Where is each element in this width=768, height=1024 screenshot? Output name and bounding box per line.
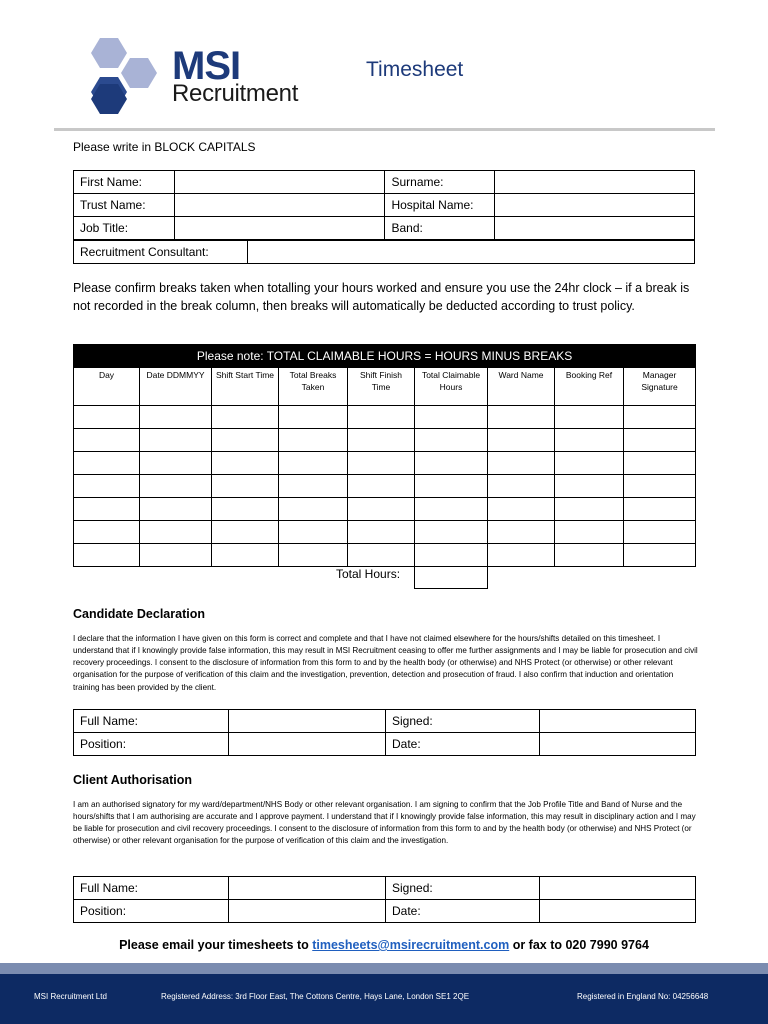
cell[interactable] <box>140 521 212 544</box>
logo-subbrand: Recruitment <box>172 80 299 107</box>
col-day: Day <box>74 368 140 406</box>
band-field[interactable] <box>495 217 695 240</box>
cell[interactable] <box>348 544 415 567</box>
candidate-full-name-field[interactable] <box>229 710 386 733</box>
candidate-signature-table <box>73 709 696 756</box>
client-authorisation-text: I am an authorised signatory for my ward/department/NHS Body or other relevant organisation. I am signing to confirm that the Job Profile Title and Band of Nurse and the hours/shifts that I am authorising are accurate and I approve payment. I understand that if I knowingly provide false information, this may result in disciplinary action and I may be liable for prosecution and civil recovery proceedings. I consent to the disclosure of information from this form to and by the health body (or otherwise) and NHS Protect (or otherwise) or other relevant organisation for the purpose of verification of this claim and the investigation. <box>73 800 696 846</box>
cell[interactable] <box>74 521 140 544</box>
footer-registration: Registered in England No: 04256648 <box>577 992 709 1001</box>
cell[interactable] <box>488 498 555 521</box>
client-position-field[interactable] <box>229 900 386 923</box>
cell[interactable] <box>348 452 415 475</box>
cell[interactable] <box>74 452 140 475</box>
client-signature-table <box>73 876 696 923</box>
table-row <box>74 733 696 756</box>
cell[interactable] <box>488 521 555 544</box>
surname-label: Surname: <box>385 171 495 194</box>
candidate-declaration-heading: Candidate Declaration <box>73 607 205 621</box>
cell[interactable] <box>212 429 279 452</box>
footer-company: MSI Recruitment Ltd <box>34 992 107 1001</box>
trust-name-field[interactable] <box>174 194 385 217</box>
client-signed-field[interactable] <box>540 877 696 900</box>
cell[interactable] <box>488 452 555 475</box>
logo-brand: MSI <box>172 44 241 88</box>
cell[interactable] <box>415 429 488 452</box>
col-booking-ref: Booking Ref <box>555 368 624 406</box>
client-date-label: Date: <box>386 900 540 923</box>
email-link[interactable]: timesheets@msirecruitment.com <box>312 938 510 952</box>
cell[interactable] <box>212 498 279 521</box>
cell[interactable] <box>140 498 212 521</box>
cell[interactable] <box>555 544 624 567</box>
cell[interactable] <box>212 521 279 544</box>
client-full-name-label: Full Name: <box>74 877 229 900</box>
col-total-claimable: Total Claimable Hours <box>415 368 488 406</box>
client-signed-label: Signed: <box>386 877 540 900</box>
timesheet-banner: Please note: TOTAL CLAIMABLE HOURS = HOURS MINUS BREAKS <box>74 345 696 368</box>
table-row <box>74 900 696 923</box>
cell[interactable] <box>555 475 624 498</box>
cell[interactable] <box>348 498 415 521</box>
header-divider <box>54 128 715 131</box>
client-full-name-field[interactable] <box>229 877 386 900</box>
col-ward-name: Ward Name <box>488 368 555 406</box>
cell[interactable] <box>74 544 140 567</box>
total-hours-label: Total Hours: <box>336 567 401 581</box>
cell[interactable] <box>140 429 212 452</box>
job-title-label: Job Title: <box>74 217 175 240</box>
col-total-breaks: Total Breaks Taken <box>279 368 348 406</box>
cell[interactable] <box>212 475 279 498</box>
cell[interactable] <box>140 544 212 567</box>
cell[interactable] <box>488 475 555 498</box>
cell[interactable] <box>348 406 415 429</box>
cell[interactable] <box>624 452 696 475</box>
table-row <box>74 475 696 498</box>
cell[interactable] <box>74 498 140 521</box>
logo-hexagon-right <box>121 58 157 88</box>
cell[interactable] <box>488 406 555 429</box>
table-row <box>74 498 696 521</box>
cell[interactable] <box>74 406 140 429</box>
cell[interactable] <box>415 406 488 429</box>
trust-name-label: Trust Name: <box>74 194 175 217</box>
cell[interactable] <box>624 475 696 498</box>
consultant-field[interactable] <box>247 241 694 264</box>
break-instructions: Please confirm breaks taken when totalling your hours worked and ensure you use the 24hr clock – if a break is not recorded in the break column, then breaks will automatically be deducted according to trust policy. <box>73 281 690 313</box>
cell[interactable] <box>415 475 488 498</box>
consultant-table <box>73 240 695 264</box>
timesheet-table <box>73 344 696 567</box>
table-row <box>74 241 695 264</box>
cell[interactable] <box>488 429 555 452</box>
surname-field[interactable] <box>495 171 695 194</box>
client-position-label: Position: <box>74 900 229 923</box>
cell[interactable] <box>212 452 279 475</box>
cell[interactable] <box>555 498 624 521</box>
cell[interactable] <box>140 452 212 475</box>
first-name-field[interactable] <box>174 171 385 194</box>
cell[interactable] <box>212 406 279 429</box>
table-row <box>74 194 695 217</box>
cell[interactable] <box>140 406 212 429</box>
cell[interactable] <box>279 521 348 544</box>
cell[interactable] <box>624 498 696 521</box>
personal-details-table <box>73 170 695 240</box>
cell[interactable] <box>279 498 348 521</box>
table-row <box>74 429 696 452</box>
cell[interactable] <box>212 544 279 567</box>
client-authorisation-heading: Client Authorisation <box>73 773 192 787</box>
cell[interactable] <box>624 429 696 452</box>
col-shift-finish: Shift Finish Time <box>348 368 415 406</box>
email-prefix: Please email your timesheets to <box>119 938 313 952</box>
col-manager-signature: Manager Signature <box>624 368 696 406</box>
cell[interactable] <box>555 429 624 452</box>
cell[interactable] <box>555 452 624 475</box>
col-shift-start: Shift Start Time <box>212 368 279 406</box>
candidate-date-label: Date: <box>386 733 540 756</box>
timesheet-header-row <box>74 368 696 406</box>
candidate-full-name-label: Full Name: <box>74 710 229 733</box>
cell[interactable] <box>74 475 140 498</box>
candidate-signed-label: Signed: <box>386 710 540 733</box>
cell[interactable] <box>415 544 488 567</box>
cell[interactable] <box>555 521 624 544</box>
email-instruction <box>0 937 768 954</box>
cell[interactable] <box>488 544 555 567</box>
footer-address: Registered Address: 3rd Floor East, The Cottons Centre, Hays Lane, London SE1 2QE <box>161 992 470 1001</box>
hospital-name-field[interactable] <box>495 194 695 217</box>
table-row <box>74 544 696 567</box>
job-title-field[interactable] <box>174 217 385 240</box>
block-capitals-note: Please write in BLOCK CAPITALS <box>73 140 256 154</box>
cell[interactable] <box>555 406 624 429</box>
table-row <box>74 452 696 475</box>
total-hours-field[interactable] <box>414 565 488 589</box>
table-row <box>74 521 696 544</box>
candidate-declaration-text: I declare that the information I have given on this form is correct and complete and that I have not claimed elsewhere for the hours/shifts detailed on this timesheet. I understand that if I knowingly provide false information, this may result in MSI Recruitment ceasing to offer me further assignments and I may be liable for prosecution and civil recovery proceedings. I consent to the disclosure of information from this form to and by the health body (or otherwise) and NHS Protect (or otherwise) or other relevant organisation for the purpose of verification of this claim and the investigation, prevention, detection and prosecution of fraud. I also confirm that induction and orientation training has been provided by the client. <box>73 634 698 692</box>
cell[interactable] <box>348 429 415 452</box>
hospital-name-label: Hospital Name: <box>385 194 495 217</box>
table-row <box>74 217 695 240</box>
first-name-label: First Name: <box>74 171 175 194</box>
cell[interactable] <box>348 475 415 498</box>
cell[interactable] <box>624 544 696 567</box>
cell[interactable] <box>624 406 696 429</box>
candidate-date-field[interactable] <box>540 733 696 756</box>
cell[interactable] <box>279 429 348 452</box>
cell[interactable] <box>415 452 488 475</box>
client-date-field[interactable] <box>540 900 696 923</box>
cell[interactable] <box>74 429 140 452</box>
col-date: Date DDMMYY <box>140 368 212 406</box>
footer-accent-strip <box>0 963 768 974</box>
document-title: Timesheet <box>366 58 464 81</box>
band-label: Band: <box>385 217 495 240</box>
table-row <box>74 171 695 194</box>
cell[interactable] <box>415 498 488 521</box>
logo-hexagon-top <box>91 38 127 68</box>
table-row <box>74 877 696 900</box>
candidate-position-label: Position: <box>74 733 229 756</box>
cell[interactable] <box>279 406 348 429</box>
cell[interactable] <box>279 452 348 475</box>
timesheet-banner-row <box>74 345 696 368</box>
cell[interactable] <box>348 521 415 544</box>
table-row <box>74 710 696 733</box>
cell[interactable] <box>279 544 348 567</box>
table-row <box>74 406 696 429</box>
cell[interactable] <box>279 475 348 498</box>
candidate-signed-field[interactable] <box>540 710 696 733</box>
footer <box>0 974 768 1024</box>
cell[interactable] <box>415 521 488 544</box>
email-suffix: or fax to 020 7990 9764 <box>509 938 649 952</box>
cell[interactable] <box>624 521 696 544</box>
consultant-label: Recruitment Consultant: <box>74 241 248 264</box>
candidate-position-field[interactable] <box>229 733 386 756</box>
cell[interactable] <box>140 475 212 498</box>
